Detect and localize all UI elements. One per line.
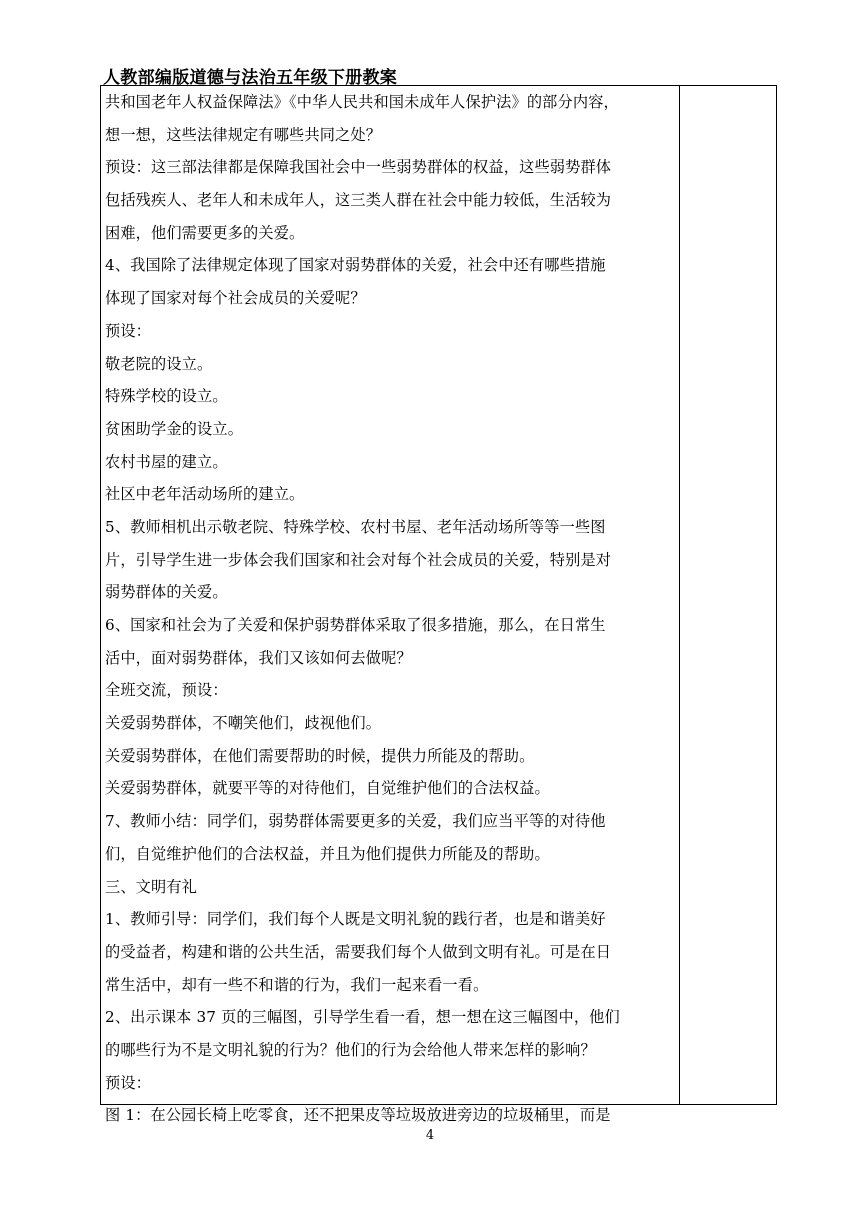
text-line: 体现了国家对每个社会成员的关爱呢？ [105, 289, 366, 308]
page-number: 4 [425, 1128, 435, 1143]
text-line: 敬老院的设立。 [105, 354, 213, 373]
text-line: 图 1：在公园长椅上吃零食，还不把果皮等垃圾放进旁边的垃圾桶里，而是 [105, 1106, 611, 1125]
text-line: 的受益者，构建和谐的公共生活，需要我们每个人做到文明有礼。可是在日 [105, 942, 612, 961]
text-line: 包括残疾人、老年人和未成年人，这三类人群在社会中能力较低，生活较为 [105, 191, 612, 210]
text-line: 弱势群体的关爱。 [105, 583, 228, 602]
text-line: 困难，他们需要更多的关爱。 [105, 223, 305, 242]
text-line: 想一想，这些法律规定有哪些共同之处？ [105, 125, 382, 144]
text-line: 全班交流，预设： [105, 681, 228, 700]
main-text-cell [105, 86, 677, 1132]
text-line: 7、教师小结：同学们，弱势群体需要更多的关爱，我们应当平等的对待他 [105, 812, 606, 831]
text-line: 关爱弱势群体，不嘲笑他们，歧视他们。 [105, 714, 382, 733]
text-line: 贫困助学金的设立。 [105, 419, 244, 438]
text-line: 活中，面对弱势群体，我们又该如何去做呢？ [105, 648, 412, 667]
document-header: 人教部编版道德与法治五年级下册教案 [103, 68, 398, 88]
text-line: 共和国老年人权益保障法》《中华人民共和国未成年人保护法》的部分内容， [105, 93, 619, 111]
text-line: 6、国家和社会为了关爱和保护弱势群体采取了很多措施，那么，在日常生 [105, 616, 606, 634]
text-line: 农村书屋的建立。 [105, 452, 228, 471]
text-line: 三、文明有礼 [105, 877, 198, 896]
text-line: 预设： [105, 321, 152, 340]
text-line: 4、我国除了法律规定体现了国家对弱势群体的关爱，社会中还有哪些措施 [105, 256, 606, 275]
lesson-plan-table [100, 85, 777, 1125]
text-line: 关爱弱势群体，就要平等的对待他们，自觉维护他们的合法权益。 [105, 779, 550, 798]
text-line: 特殊学校的设立。 [105, 387, 228, 406]
text-line: 预设：这三部法律都是保障我国社会中一些弱势群体的权益，这些弱势群体 [105, 158, 612, 177]
column-divider [679, 86, 680, 1104]
text-line: 们，自觉维护他们的合法权益，并且为他们提供力所能及的帮助。 [105, 844, 550, 863]
text-line: 2、出示课本 37 页的三幅图，引导学生看一看，想一想在这三幅图中，他们 [105, 1008, 620, 1027]
text-line: 常生活中，却有一些不和谐的行为，我们一起来看一看。 [105, 975, 489, 994]
text-line: 关爱弱势群体，在他们需要帮助的时候，提供力所能及的帮助。 [105, 746, 535, 765]
text-line: 1、教师引导：同学们，我们每个人既是文明礼貌的践行者，也是和谐美好 [105, 910, 606, 929]
text-line: 片，引导学生进一步体会我们国家和社会对每个社会成员的关爱，特别是对 [105, 550, 612, 569]
text-line: 预设： [105, 1073, 152, 1092]
text-line: 5、教师相机出示敬老院、特殊学校、农村书屋、老年活动场所等等一些图 [105, 517, 606, 536]
text-line: 的哪些行为不是文明礼貌的行为？他们的行为会给他人带来怎样的影响？ [105, 1040, 596, 1059]
text-line: 社区中老年活动场所的建立。 [105, 485, 305, 504]
